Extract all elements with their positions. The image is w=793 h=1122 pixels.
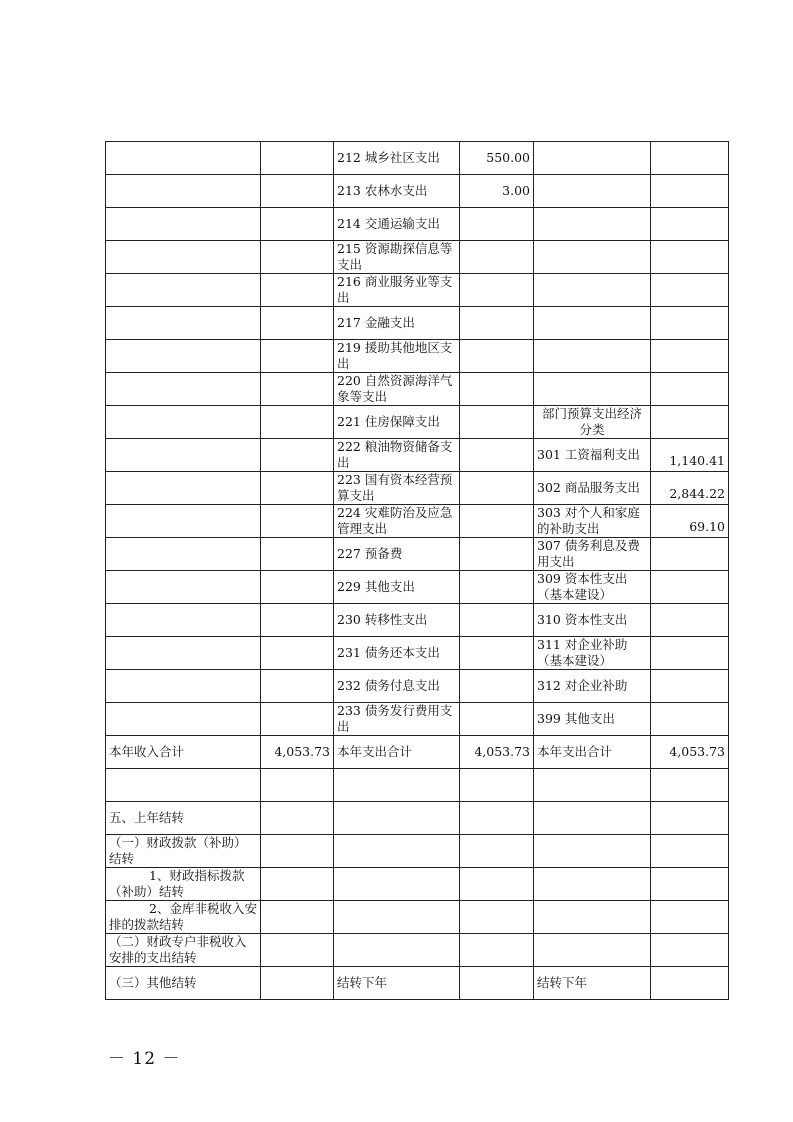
table-cell-c4 xyxy=(460,241,534,274)
table-cell-c3: 223 国有资本经营预算支出 xyxy=(334,472,460,505)
table-cell-c1 xyxy=(106,637,261,670)
table-cell-c4 xyxy=(460,472,534,505)
table-cell-c6 xyxy=(651,637,729,670)
table-cell-c5 xyxy=(534,868,651,901)
table-cell-c3: 229 其他支出 xyxy=(334,571,460,604)
table-row xyxy=(106,505,729,538)
table-cell-c1 xyxy=(106,208,261,241)
table-row xyxy=(106,802,729,835)
table-cell-c1 xyxy=(106,307,261,340)
table-cell-c3: 215 资源勘探信息等支出 xyxy=(334,241,460,274)
table-cell-c2 xyxy=(261,439,334,472)
table-cell-c2 xyxy=(261,241,334,274)
table-row xyxy=(106,934,729,967)
table-cell-c1 xyxy=(106,604,261,637)
table-cell-c6 xyxy=(651,868,729,901)
table-cell-c6 xyxy=(651,538,729,571)
table-cell-c6 xyxy=(651,967,729,1000)
table-cell-c3: 结转下年 xyxy=(334,967,460,1000)
table-cell-c5: 311 对企业补助（基本建设） xyxy=(534,637,651,670)
table-cell-c5: 302 商品服务支出 xyxy=(534,472,651,505)
table-cell-c2 xyxy=(261,769,334,802)
table-row xyxy=(106,769,729,802)
table-cell-c4: 550.00 xyxy=(460,142,534,175)
table-cell-c3: 232 债务付息支出 xyxy=(334,670,460,703)
table-cell-c5: 结转下年 xyxy=(534,967,651,1000)
table-cell-c5: 312 对企业补助 xyxy=(534,670,651,703)
table-row xyxy=(106,703,729,736)
table-cell-c2 xyxy=(261,571,334,604)
table-cell-c3: 231 债务还本支出 xyxy=(334,637,460,670)
table-cell-c5 xyxy=(534,241,651,274)
table-cell-c4: 4,053.73 xyxy=(460,736,534,769)
table-row xyxy=(106,670,729,703)
table-cell-c3: 216 商业服务业等支出 xyxy=(334,274,460,307)
table-row xyxy=(106,406,729,439)
table-cell-c4 xyxy=(460,868,534,901)
table-cell-c2 xyxy=(261,175,334,208)
table-cell-c6 xyxy=(651,703,729,736)
table-row xyxy=(106,472,729,505)
table-cell-c4 xyxy=(460,274,534,307)
table-cell-c3 xyxy=(334,901,460,934)
table-cell-c6 xyxy=(651,241,729,274)
table-row xyxy=(106,637,729,670)
table-row xyxy=(106,868,729,901)
table-cell-c2 xyxy=(261,670,334,703)
table-cell-c4 xyxy=(460,901,534,934)
table-cell-c3: 233 债务发行费用支出 xyxy=(334,703,460,736)
table-cell-c4 xyxy=(460,538,534,571)
table-cell-c1 xyxy=(106,670,261,703)
table-cell-c4 xyxy=(460,802,534,835)
table-cell-c6 xyxy=(651,142,729,175)
table-cell-c6 xyxy=(651,340,729,373)
table-cell-c1 xyxy=(106,406,261,439)
table-cell-c2 xyxy=(261,340,334,373)
table-cell-c3: 227 预备费 xyxy=(334,538,460,571)
page-number: － 12 － xyxy=(108,1049,181,1069)
table-cell-c2 xyxy=(261,604,334,637)
table-row xyxy=(106,604,729,637)
table-cell-c5: 309 资本性支出（基本建设） xyxy=(534,571,651,604)
table-cell-c1 xyxy=(106,274,261,307)
budget-table-body xyxy=(106,142,729,1000)
table-cell-c2 xyxy=(261,835,334,868)
table-cell-c6 xyxy=(651,901,729,934)
table-cell-c3 xyxy=(334,835,460,868)
table-cell-c1 xyxy=(106,703,261,736)
table-cell-c3 xyxy=(334,769,460,802)
table-cell-c1 xyxy=(106,175,261,208)
table-cell-c5 xyxy=(534,373,651,406)
table-cell-c4 xyxy=(460,769,534,802)
table-row xyxy=(106,736,729,769)
table-row xyxy=(106,967,729,1000)
table-cell-c5 xyxy=(534,208,651,241)
table-cell-c1: 1、财政指标拨款（补助）结转 xyxy=(106,868,261,901)
table-cell-c3 xyxy=(334,802,460,835)
table-cell-c6 xyxy=(651,406,729,439)
table-cell-c1: （三）其他结转 xyxy=(106,967,261,1000)
table-cell-c1 xyxy=(106,142,261,175)
table-cell-c2 xyxy=(261,406,334,439)
table-cell-c3: 213 农林水支出 xyxy=(334,175,460,208)
table-cell-c1 xyxy=(106,241,261,274)
table-cell-c4 xyxy=(460,670,534,703)
table-cell-c3: 222 粮油物资储备支出 xyxy=(334,439,460,472)
table-cell-c3: 219 援助其他地区支出 xyxy=(334,340,460,373)
table-cell-c6 xyxy=(651,175,729,208)
table-cell-c2 xyxy=(261,703,334,736)
table-cell-c3: 本年支出合计 xyxy=(334,736,460,769)
table-cell-c1: （一）财政拨款（补助）结转 xyxy=(106,835,261,868)
table-cell-c5 xyxy=(534,340,651,373)
table-cell-c4 xyxy=(460,505,534,538)
table-cell-c4 xyxy=(460,967,534,1000)
table-cell-c4 xyxy=(460,373,534,406)
table-cell-c6 xyxy=(651,670,729,703)
table-cell-c3: 221 住房保障支出 xyxy=(334,406,460,439)
table-cell-c4 xyxy=(460,406,534,439)
table-cell-c1 xyxy=(106,571,261,604)
table-cell-c2 xyxy=(261,472,334,505)
table-cell-c2 xyxy=(261,142,334,175)
table-cell-c1: 2、金库非税收入安排的拨款结转 xyxy=(106,901,261,934)
table-cell-c5: 本年支出合计 xyxy=(534,736,651,769)
table-cell-c1: （二）财政专户非税收入安排的支出结转 xyxy=(106,934,261,967)
table-cell-c1 xyxy=(106,373,261,406)
table-cell-c1 xyxy=(106,439,261,472)
table-cell-c4 xyxy=(460,703,534,736)
table-cell-c5 xyxy=(534,901,651,934)
table-cell-c2 xyxy=(261,373,334,406)
table-cell-c6 xyxy=(651,835,729,868)
table-row xyxy=(106,307,729,340)
table-row xyxy=(106,538,729,571)
table-row xyxy=(106,142,729,175)
table-cell-c2 xyxy=(261,505,334,538)
table-cell-c2 xyxy=(261,934,334,967)
table-cell-c2 xyxy=(261,307,334,340)
table-cell-c2 xyxy=(261,901,334,934)
table-cell-c5 xyxy=(534,769,651,802)
table-cell-c6 xyxy=(651,934,729,967)
table-cell-c5 xyxy=(534,142,651,175)
table-row xyxy=(106,439,729,472)
table-cell-c4 xyxy=(460,340,534,373)
table-cell-c3: 230 转移性支出 xyxy=(334,604,460,637)
table-cell-c5 xyxy=(534,175,651,208)
table-cell-c2: 4,053.73 xyxy=(261,736,334,769)
table-cell-c4: 3.00 xyxy=(460,175,534,208)
table-cell-c2 xyxy=(261,802,334,835)
table-cell-c5 xyxy=(534,274,651,307)
table-cell-c4 xyxy=(460,208,534,241)
table-cell-c4 xyxy=(460,439,534,472)
table-cell-c2 xyxy=(261,274,334,307)
table-cell-c2 xyxy=(261,637,334,670)
table-cell-c5: 307 债务利息及费用支出 xyxy=(534,538,651,571)
table-cell-c1: 本年收入合计 xyxy=(106,736,261,769)
table-cell-c2 xyxy=(261,538,334,571)
table-cell-c5: 310 资本性支出 xyxy=(534,604,651,637)
table-row xyxy=(106,835,729,868)
table-cell-c1 xyxy=(106,472,261,505)
table-cell-c6 xyxy=(651,373,729,406)
table-cell-c5: 399 其他支出 xyxy=(534,703,651,736)
table-cell-c1 xyxy=(106,538,261,571)
table-row xyxy=(106,901,729,934)
table-cell-c2 xyxy=(261,208,334,241)
table-cell-c3 xyxy=(334,934,460,967)
table-cell-c6 xyxy=(651,307,729,340)
table-cell-c4 xyxy=(460,571,534,604)
table-row xyxy=(106,340,729,373)
table-cell-c5 xyxy=(534,934,651,967)
table-cell-c2 xyxy=(261,967,334,1000)
table-cell-c5 xyxy=(534,307,651,340)
table-row xyxy=(106,208,729,241)
table-row xyxy=(106,274,729,307)
table-cell-c6 xyxy=(651,274,729,307)
table-cell-c6: 4,053.73 xyxy=(651,736,729,769)
table-cell-c6 xyxy=(651,571,729,604)
table-cell-c5: 301 工资福利支出 xyxy=(534,439,651,472)
table-row xyxy=(106,241,729,274)
table-cell-c4 xyxy=(460,934,534,967)
table-cell-c6 xyxy=(651,208,729,241)
table-row xyxy=(106,175,729,208)
table-row xyxy=(106,373,729,406)
table-cell-c5 xyxy=(534,802,651,835)
table-cell-c1 xyxy=(106,769,261,802)
table-cell-c3: 214 交通运输支出 xyxy=(334,208,460,241)
table-cell-c6 xyxy=(651,802,729,835)
table-cell-c1 xyxy=(106,340,261,373)
table-cell-c1 xyxy=(106,505,261,538)
table-cell-c3 xyxy=(334,868,460,901)
table-cell-c6: 2,844.22 xyxy=(651,472,729,505)
table-cell-c5: 303 对个人和家庭的补助支出 xyxy=(534,505,651,538)
table-cell-c4 xyxy=(460,835,534,868)
table-row xyxy=(106,571,729,604)
table-cell-c1: 五、上年结转 xyxy=(106,802,261,835)
table-cell-c5: 部门预算支出经济分类 xyxy=(534,406,651,439)
table-cell-c6: 1,140.41 xyxy=(651,439,729,472)
table-cell-c2 xyxy=(261,868,334,901)
table-cell-c4 xyxy=(460,604,534,637)
table-cell-c4 xyxy=(460,307,534,340)
table-cell-c5 xyxy=(534,835,651,868)
table-cell-c3: 217 金融支出 xyxy=(334,307,460,340)
table-cell-c6 xyxy=(651,769,729,802)
budget-table xyxy=(105,141,729,1000)
table-cell-c3: 212 城乡社区支出 xyxy=(334,142,460,175)
table-cell-c6 xyxy=(651,604,729,637)
table-cell-c3: 224 灾难防治及应急管理支出 xyxy=(334,505,460,538)
table-cell-c3: 220 自然资源海洋气象等支出 xyxy=(334,373,460,406)
table-cell-c6: 69.10 xyxy=(651,505,729,538)
table-cell-c4 xyxy=(460,637,534,670)
